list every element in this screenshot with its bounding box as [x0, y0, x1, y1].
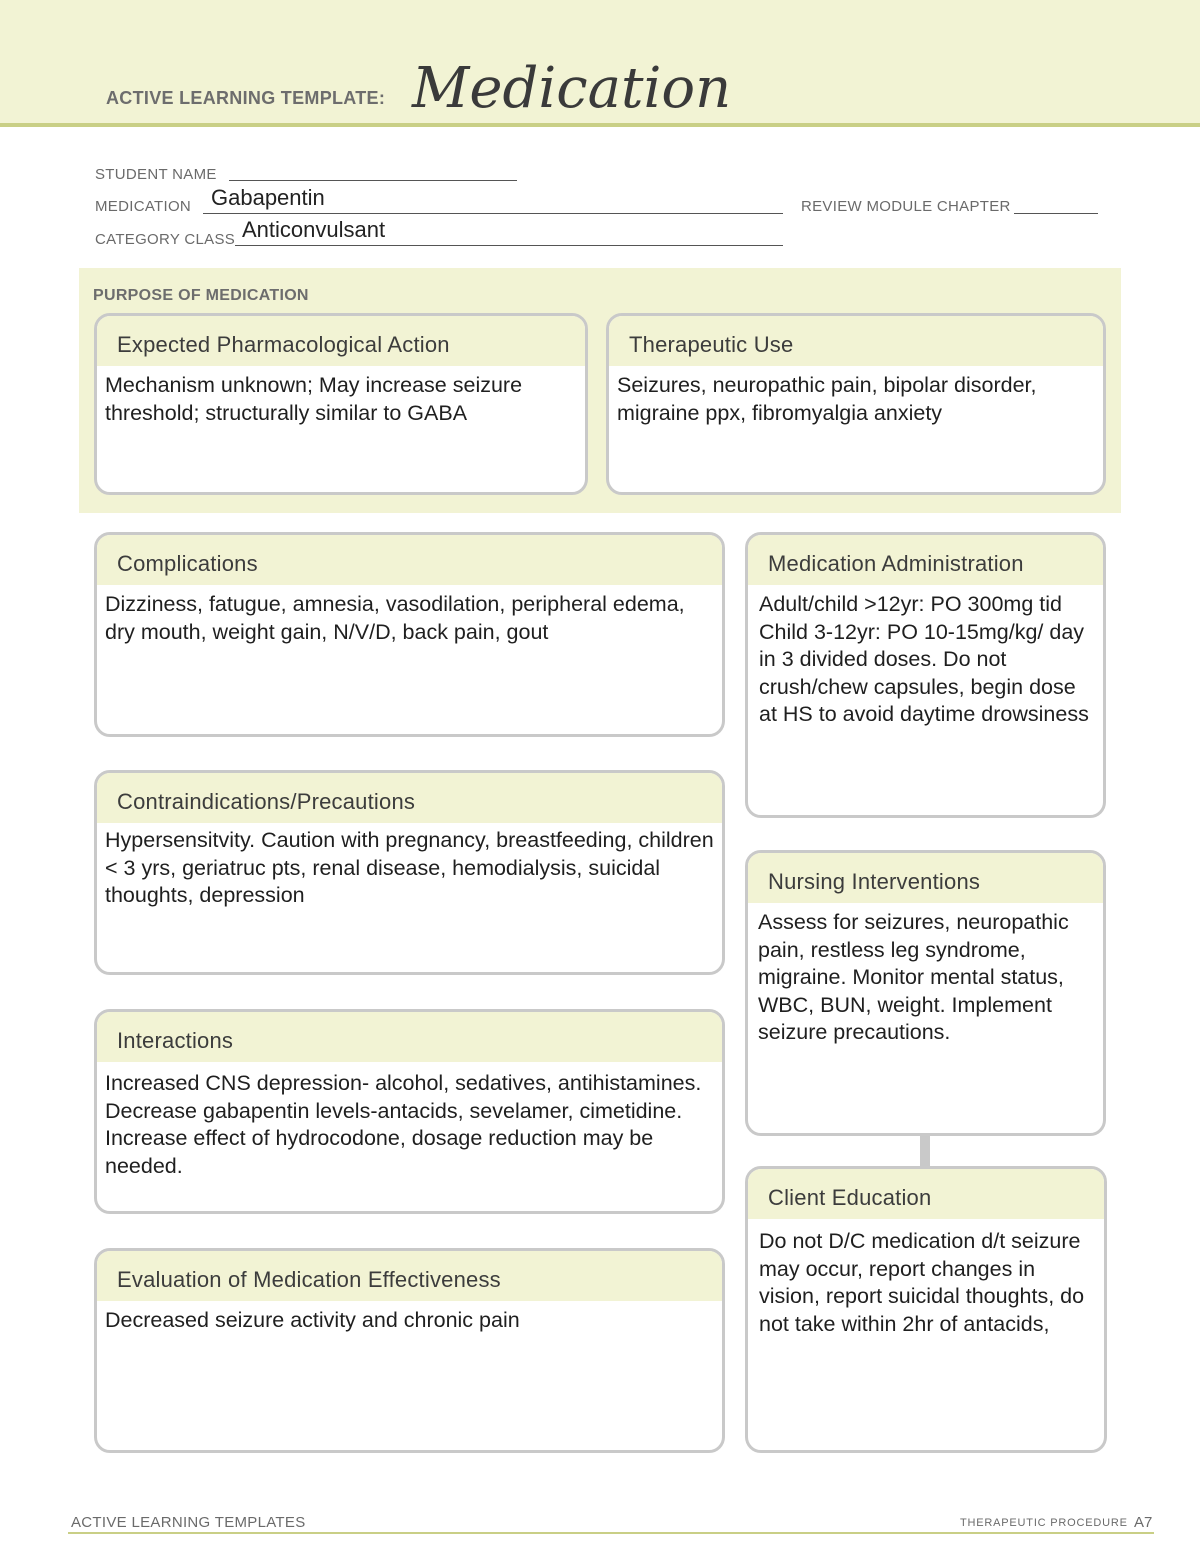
interactions-box	[94, 1009, 725, 1214]
page-number: A7	[1134, 1514, 1153, 1531]
complications-box	[94, 532, 725, 737]
administration-title: Medication Administration	[748, 535, 1103, 585]
client-education-title: Client Education	[748, 1169, 1104, 1219]
student-name-line	[229, 180, 517, 181]
page-title: Medication	[412, 56, 732, 121]
contraindications-text[interactable]: Hypersensitvity. Caution with pregnancy, breastfeeding, children < 3 yrs, geriatruc pts, renal disease, hemodialysis, suicidal thoughts, depression	[105, 828, 714, 907]
therapeutic-use-title: Therapeutic Use	[609, 316, 1103, 366]
expected-action-box	[94, 313, 588, 495]
purpose-label: PURPOSE OF MEDICATION	[93, 287, 309, 304]
footer-right-label: THERAPEUTIC PROCEDURE	[960, 1517, 1128, 1529]
complications-text[interactable]: Dizziness, fatugue, amnesia, vasodilation, peripheral edema, dry mouth, weight gain, N/V/D, back pain, gout	[105, 592, 685, 644]
student-name-label: STUDENT NAME	[95, 166, 217, 183]
expected-action-text[interactable]: Mechanism unknown; May increase seizure threshold; structurally similar to GABA	[105, 373, 523, 425]
nursing-interventions-title: Nursing Interventions	[748, 853, 1103, 903]
therapeutic-use-box	[606, 313, 1106, 495]
header-divider	[0, 123, 1200, 127]
review-module-line	[1014, 213, 1098, 214]
contraindications-title: Contraindications/Precautions	[97, 773, 722, 823]
administration-text[interactable]: Adult/child >12yr: PO 300mg tid Child 3-12yr: PO 10-15mg/kg/ day in 3 divided doses. Do not crush/chew capsules, begin dose at HS to avoid daytime drowsiness	[759, 592, 1089, 726]
template-label: ACTIVE LEARNING TEMPLATE:	[106, 88, 386, 108]
therapeutic-use-text[interactable]: Seizures, neuropathic pain, bipolar disorder, migraine ppx, fibromyalgia anxiety	[617, 373, 1037, 425]
box-connector	[920, 1134, 930, 1167]
contraindications-box	[94, 770, 725, 975]
client-education-box	[745, 1166, 1107, 1453]
administration-box	[745, 532, 1106, 818]
review-module-label: REVIEW MODULE CHAPTER	[801, 198, 1011, 215]
nursing-interventions-text[interactable]: Assess for seizures, neuropathic pain, restless leg syndrome, migraine. Monitor mental status, WBC, BUN, weight. Implement seizure precautions.	[758, 910, 1069, 1044]
interactions-title: Interactions	[97, 1012, 722, 1062]
footer-left-label: ACTIVE LEARNING TEMPLATES	[71, 1514, 306, 1531]
interactions-text[interactable]: Increased CNS depression- alcohol, sedatives, antihistamines. Decrease gabapentin levels-antacids, sevelamer, cimetidine. Increase effect of hydrocodone, dosage reduction may be needed.	[105, 1071, 702, 1178]
expected-action-title: Expected Pharmacological Action	[97, 316, 585, 366]
evaluation-title: Evaluation of Medication Effectiveness	[97, 1251, 722, 1301]
category-class-line	[235, 245, 783, 246]
medication-label: MEDICATION	[95, 198, 192, 215]
category-class-field[interactable]: Anticonvulsant	[242, 217, 386, 242]
medication-field[interactable]: Gabapentin	[211, 185, 325, 210]
nursing-interventions-box	[745, 850, 1106, 1136]
client-education-text[interactable]: Do not D/C medication d/t seizure may occur, report changes in vision, report suicidal thoughts, do not take within 2hr of antacids,	[759, 1229, 1085, 1336]
footer-divider	[68, 1532, 1154, 1534]
evaluation-box	[94, 1248, 725, 1453]
category-class-label: CATEGORY CLASS	[95, 231, 236, 248]
evaluation-text[interactable]: Decreased seizure activity and chronic pain	[105, 1308, 520, 1332]
complications-title: Complications	[97, 535, 722, 585]
medication-line	[203, 213, 783, 214]
